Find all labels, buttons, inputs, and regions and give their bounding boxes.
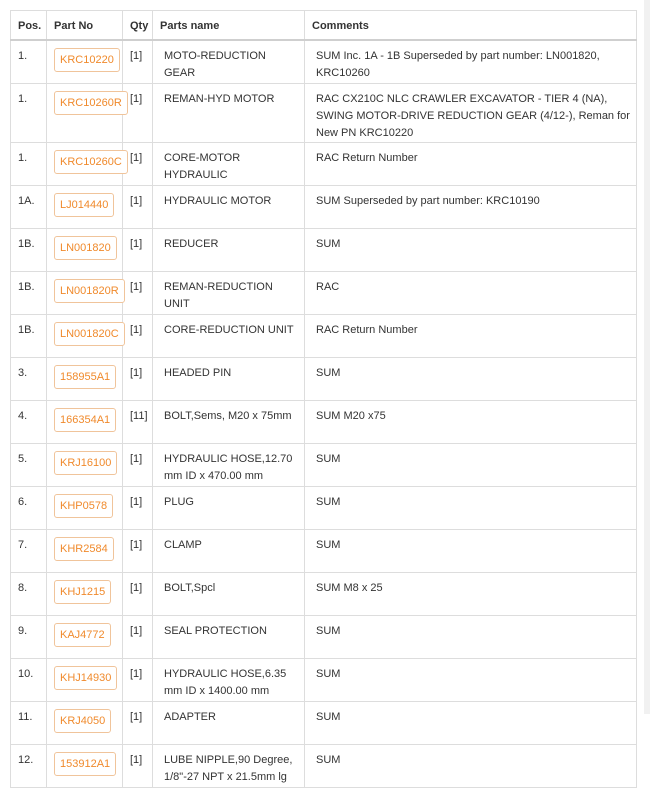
cell-pos: 8. <box>11 573 47 616</box>
cell-pos: 7. <box>11 530 47 573</box>
page-scrollbar[interactable] <box>644 0 650 714</box>
table-row <box>11 573 637 616</box>
parts-table-container <box>10 10 636 788</box>
cell-comment: RAC <box>305 272 637 315</box>
table-row <box>11 616 637 659</box>
cell-pos: 11. <box>11 702 47 745</box>
part-number-link[interactable]: KRJ16100 <box>54 451 117 475</box>
table-row <box>11 659 637 702</box>
part-number-link[interactable]: KRC10260C <box>54 150 128 174</box>
cell-qty: [1] <box>123 444 153 487</box>
cell-qty: [1] <box>123 84 153 143</box>
part-number-link[interactable]: LN001820R <box>54 279 125 303</box>
cell-comment: SUM <box>305 358 637 401</box>
table-row <box>11 84 637 143</box>
cell-part-no <box>47 487 123 530</box>
cell-qty: [1] <box>123 487 153 530</box>
cell-comment: RAC Return Number <box>305 315 637 358</box>
cell-qty: [1] <box>123 745 153 788</box>
cell-pos: 5. <box>11 444 47 487</box>
cell-qty: [1] <box>123 702 153 745</box>
cell-qty: [1] <box>123 186 153 229</box>
cell-parts-name: HYDRAULIC HOSE,6.35 mm ID x 1400.00 mm <box>153 659 305 702</box>
part-number-link[interactable]: KHP0578 <box>54 494 113 518</box>
part-number-link[interactable]: KRC10220 <box>54 48 120 72</box>
cell-qty: [1] <box>123 40 153 84</box>
table-row <box>11 444 637 487</box>
cell-qty: [1] <box>123 659 153 702</box>
table-row <box>11 143 637 186</box>
table-row <box>11 40 637 84</box>
part-number-link[interactable]: KHR2584 <box>54 537 114 561</box>
header-comments: Comments <box>305 11 637 40</box>
part-number-link[interactable]: 166354A1 <box>54 408 116 432</box>
cell-parts-name: BOLT,Sems, M20 x 75mm <box>153 401 305 444</box>
part-number-link[interactable]: 158955A1 <box>54 365 116 389</box>
cell-qty: [1] <box>123 530 153 573</box>
part-number-link[interactable]: KHJ14930 <box>54 666 117 690</box>
cell-pos: 1B. <box>11 229 47 272</box>
cell-parts-name: CORE-REDUCTION UNIT <box>153 315 305 358</box>
parts-table <box>10 10 637 788</box>
part-number-link[interactable]: LN001820 <box>54 236 117 260</box>
part-number-link[interactable]: KRC10260R <box>54 91 128 115</box>
part-number-link[interactable]: KHJ1215 <box>54 580 111 604</box>
table-body <box>11 40 637 788</box>
cell-parts-name: LUBE NIPPLE,90 Degree, 1/8"-27 NPT x 21.5mm lg <box>153 745 305 788</box>
cell-part-no <box>47 745 123 788</box>
cell-pos: 1A. <box>11 186 47 229</box>
cell-pos: 6. <box>11 487 47 530</box>
cell-parts-name: PLUG <box>153 487 305 530</box>
cell-comment: SUM <box>305 444 637 487</box>
table-row <box>11 487 637 530</box>
cell-parts-name: HEADED PIN <box>153 358 305 401</box>
cell-part-no <box>47 229 123 272</box>
part-number-link[interactable]: KAJ4772 <box>54 623 111 647</box>
cell-comment: SUM <box>305 229 637 272</box>
cell-parts-name: REMAN-REDUCTION UNIT <box>153 272 305 315</box>
cell-pos: 3. <box>11 358 47 401</box>
cell-comment: SUM <box>305 487 637 530</box>
cell-part-no <box>47 358 123 401</box>
table-row <box>11 702 637 745</box>
cell-comment: RAC Return Number <box>305 143 637 186</box>
cell-parts-name: BOLT,Spcl <box>153 573 305 616</box>
cell-qty: [1] <box>123 143 153 186</box>
cell-part-no <box>47 573 123 616</box>
cell-qty: [1] <box>123 229 153 272</box>
cell-part-no <box>47 315 123 358</box>
cell-part-no <box>47 702 123 745</box>
cell-part-no <box>47 186 123 229</box>
cell-comment: SUM <box>305 616 637 659</box>
table-row <box>11 272 637 315</box>
cell-pos: 10. <box>11 659 47 702</box>
cell-parts-name: REDUCER <box>153 229 305 272</box>
header-part-no: Part No <box>47 11 123 40</box>
cell-part-no <box>47 616 123 659</box>
cell-parts-name: REMAN-HYD MOTOR <box>153 84 305 143</box>
cell-comment: SUM <box>305 745 637 788</box>
part-number-link[interactable]: LN001820C <box>54 322 125 346</box>
cell-pos: 1B. <box>11 272 47 315</box>
table-header-row <box>11 11 637 40</box>
cell-pos: 1. <box>11 40 47 84</box>
cell-part-no <box>47 401 123 444</box>
cell-qty: [1] <box>123 616 153 659</box>
table-row <box>11 401 637 444</box>
cell-part-no <box>47 143 123 186</box>
table-row <box>11 229 637 272</box>
cell-pos: 12. <box>11 745 47 788</box>
cell-qty: [1] <box>123 315 153 358</box>
cell-part-no <box>47 40 123 84</box>
cell-parts-name: MOTO-REDUCTION GEAR <box>153 40 305 84</box>
cell-pos: 4. <box>11 401 47 444</box>
cell-part-no <box>47 272 123 315</box>
table-row <box>11 745 637 788</box>
cell-qty: [1] <box>123 272 153 315</box>
cell-parts-name: SEAL PROTECTION <box>153 616 305 659</box>
cell-comment: SUM <box>305 702 637 745</box>
cell-parts-name: CLAMP <box>153 530 305 573</box>
cell-pos: 9. <box>11 616 47 659</box>
table-row <box>11 186 637 229</box>
cell-parts-name: ADAPTER <box>153 702 305 745</box>
table-row <box>11 358 637 401</box>
cell-comment: SUM M20 x75 <box>305 401 637 444</box>
cell-parts-name: HYDRAULIC HOSE,12.70 mm ID x 470.00 mm <box>153 444 305 487</box>
cell-parts-name: HYDRAULIC MOTOR <box>153 186 305 229</box>
table-row <box>11 315 637 358</box>
cell-pos: 1B. <box>11 315 47 358</box>
cell-pos: 1. <box>11 84 47 143</box>
cell-part-no <box>47 530 123 573</box>
cell-comment: SUM Inc. 1A - 1B Superseded by part number: LN001820, KRC10260 <box>305 40 637 84</box>
table-row <box>11 530 637 573</box>
cell-comment: SUM M8 x 25 <box>305 573 637 616</box>
cell-comment: RAC CX210C NLC CRAWLER EXCAVATOR - TIER 4 (NA), SWING MOTOR-DRIVE REDUCTION GEAR (4/12-), Reman for New PN KRC10220 <box>305 84 637 143</box>
part-number-link[interactable]: 153912A1 <box>54 752 116 776</box>
part-number-link[interactable]: LJ014440 <box>54 193 114 217</box>
header-pos: Pos. <box>11 11 47 40</box>
header-parts-name: Parts name <box>153 11 305 40</box>
cell-pos: 1. <box>11 143 47 186</box>
cell-qty: [1] <box>123 573 153 616</box>
cell-comment: SUM <box>305 659 637 702</box>
cell-part-no <box>47 659 123 702</box>
cell-qty: [11] <box>123 401 153 444</box>
cell-part-no <box>47 84 123 143</box>
cell-qty: [1] <box>123 358 153 401</box>
header-qty: Qty <box>123 11 153 40</box>
cell-comment: SUM <box>305 530 637 573</box>
cell-comment: SUM Superseded by part number: KRC10190 <box>305 186 637 229</box>
part-number-link[interactable]: KRJ4050 <box>54 709 111 733</box>
cell-part-no <box>47 444 123 487</box>
cell-parts-name: CORE-MOTOR HYDRAULIC <box>153 143 305 186</box>
